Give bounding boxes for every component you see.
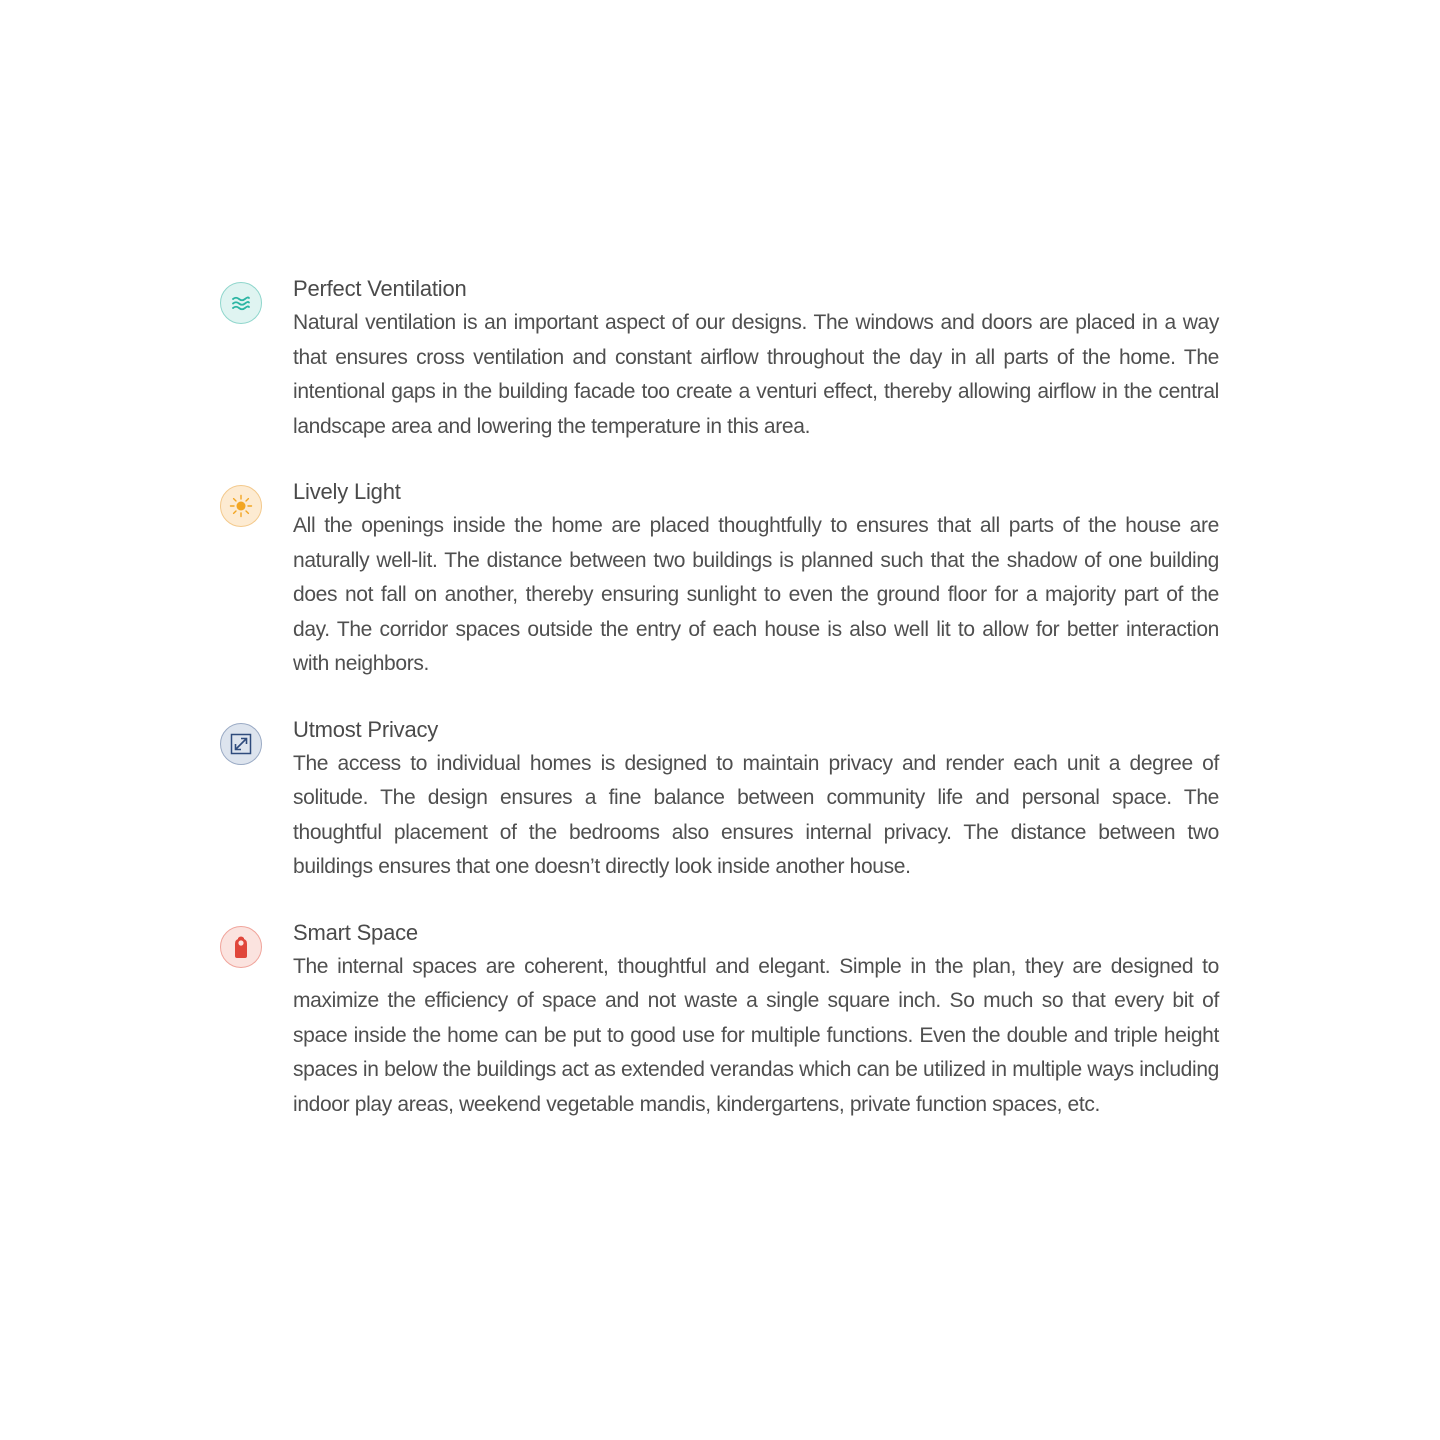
wind-waves-icon	[220, 282, 262, 324]
feature-light	[220, 475, 1220, 682]
feature-description: All the openings inside the home are placed thoughtfully to ensures that all parts of the house are naturally well-lit. The distance between two buildings is planned such that the shadow of one building does not fall on another, thereby ensuring sunlight to even the ground floor for a majority part of the day. The corridor spaces outside the entry of each house is also well lit to allow for better interaction with neighbors.	[293, 514, 1219, 675]
feature-title: Lively Light	[293, 479, 401, 504]
door-hanger-icon	[220, 926, 262, 968]
feature-ventilation	[220, 272, 1220, 444]
expand-arrows-icon	[220, 723, 262, 765]
feature-title: Utmost Privacy	[293, 716, 439, 742]
feature-space	[220, 916, 1220, 1123]
feature-description: Natural ventilation is an important aspect of our designs. The windows and doors are placed in a way that ensures cross ventilation and constant airflow throughout the day in all parts of the home. The intentional gaps in the building facade too create a venturi effect, thereby allowing airflow in the central landscape area and lowering the temperature in this area.	[293, 311, 1219, 438]
feature-title: Perfect Ventilation	[293, 276, 467, 301]
sun-icon	[220, 485, 262, 527]
feature-title: Smart Space	[293, 919, 418, 945]
features-list	[220, 272, 1220, 1153]
feature-privacy	[220, 713, 1220, 885]
feature-description: The access to individual homes is designed to maintain privacy and render each unit a degree of solitude. The design ensures a fine balance between community life and personal space. The thoughtful placement of the bedrooms also ensures internal privacy. The distance between two buildings ensures that one doesn’t directly look inside another house.	[293, 751, 1219, 878]
feature-description: The internal spaces are coherent, thoughtful and elegant. Simple in the plan, they are designed to maximize the efficiency of space and not waste a single square inch. So much so that every bit of space inside the home can be put to good use for multiple functions. Even the double and triple height spaces in below the buildings act as extended verandas which can be utilized in multiple ways including indoor play areas, weekend vegetable mandis, kindergartens, private function spaces, etc.	[293, 954, 1219, 1116]
